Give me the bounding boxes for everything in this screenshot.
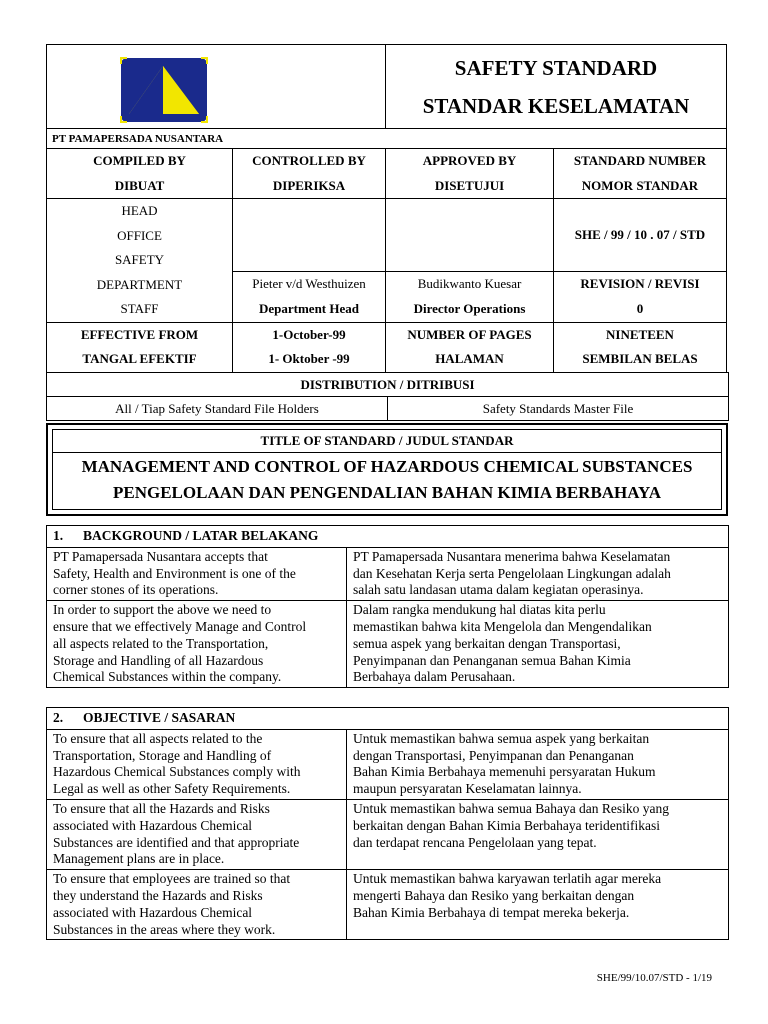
standard-number-label: STANDARD NUMBER NOMOR STANDAR	[554, 149, 727, 199]
standard-title-en: MANAGEMENT AND CONTROL OF HAZARDOUS CHEMICAL SUBSTANCES	[81, 457, 693, 476]
section-row	[47, 799, 729, 869]
compiler-name: HEAD OFFICE SAFETY DEPARTMENT STAFF	[47, 199, 233, 323]
row-text-en: PT Pamapersada Nusantara accepts that Safety, Health and Environment is one of the corner stones of its operations.	[47, 547, 347, 600]
row-text-en: In order to support the above we need to ensure that we effectively Manage and Control all aspects related to the Transportation, Storage and Handling of all Hazardous Chemical Substances within the company.	[47, 601, 347, 688]
approver-details: Budikwanto Kuesar Director Operations	[386, 271, 554, 322]
approved-by-label: APPROVED BY DISETUJUI	[386, 149, 554, 199]
company-logo	[119, 56, 209, 124]
section-row	[47, 870, 729, 940]
approver-signature	[386, 199, 554, 272]
distribution-label: DISTRIBUTION / DITRIBUSI	[47, 373, 729, 397]
row-text-en: To ensure that all the Hazards and Risks associated with Hazardous Chemical Substances are identified and that appropriate Management plans are in place.	[47, 799, 347, 869]
row-text-en: To ensure that all aspects related to the Transportation, Storage and Handling of Hazardous Chemical Substances comply with Legal as well as other Safety Requirements.	[47, 729, 347, 799]
section-row	[47, 601, 729, 688]
logo-cell	[47, 45, 386, 129]
row-text-id: Dalam rangka mendukung hal diatas kita perlu memastikan bahwa kita Mengelola dan Mengendalikan semua aspek yang berkaitan dengan Transportasi, Penyimpanan dan Penanganan semua Bahan Kimia Berbahaya dalam Perusahaan.	[347, 601, 729, 688]
title-id: STANDAR KESELAMATAN	[422, 93, 690, 118]
section-objective	[46, 707, 729, 940]
section-background	[46, 525, 729, 688]
section-row	[47, 729, 729, 799]
title-cell	[386, 45, 727, 129]
page-footer: SHE/99/10.07/STD - 1/19	[596, 972, 712, 984]
compiled-by-label: COMPILED BY DIBUAT	[47, 149, 233, 199]
section-heading: 2. OBJECTIVE / SASARAN	[47, 708, 729, 730]
controller-details: Pieter v/d Westhuizen Department Head	[233, 271, 386, 322]
header-table	[46, 44, 727, 373]
pages-value: NINETEEN SEMBILAN BELAS	[554, 322, 727, 372]
controlled-by-label: CONTROLLED BY DIPERIKSA	[233, 149, 386, 199]
standard-title	[53, 453, 721, 509]
standard-title-id: PENGELOLAAN DAN PENGENDALIAN BAHAN KIMIA BERBAHAYA	[112, 483, 661, 502]
effective-date: 1-October-99 1- Oktober -99	[233, 322, 386, 372]
effective-label: EFFECTIVE FROM TANGAL EFEKTIF	[47, 322, 233, 372]
company-name: PT PAMAPERSADA NUSANTARA	[47, 129, 727, 149]
pages-label: NUMBER OF PAGES HALAMAN	[386, 322, 554, 372]
section-row	[47, 547, 729, 600]
title-of-standard-label: TITLE OF STANDARD / JUDUL STANDAR	[53, 430, 721, 453]
row-text-id: Untuk memastikan bahwa semua Bahaya dan Resiko yang berkaitan dengan Bahan Kimia Berbahaya teridentifikasi dan terdapat rencana Pengelolaan yang tepat.	[347, 799, 729, 869]
controller-signature	[233, 199, 386, 272]
title-of-standard-table	[46, 423, 728, 516]
revision: REVISION / REVISI 0	[554, 271, 727, 322]
standard-number: SHE / 99 / 10 . 07 / STD	[554, 199, 727, 272]
distribution-right: Safety Standards Master File	[388, 397, 729, 421]
section-heading: 1. BACKGROUND / LATAR BELAKANG	[47, 526, 729, 548]
distribution-left: All / Tiap Safety Standard File Holders	[47, 397, 388, 421]
row-text-id: PT Pamapersada Nusantara menerima bahwa Keselamatan dan Kesehatan Kerja serta Pengelolaan Lingkungan adalah salah satu landasan utama dalam kegiatan operasinya.	[347, 547, 729, 600]
title-en: SAFETY STANDARD	[454, 55, 658, 80]
row-text-id: Untuk memastikan bahwa karyawan terlatih agar mereka mengerti Bahaya dan Resiko yang berkaitan dengan Bahan Kimia Berbahaya di tempat mereka bekerja.	[347, 870, 729, 940]
distribution-table	[46, 372, 729, 421]
row-text-id: Untuk memastikan bahwa semua aspek yang berkaitan dengan Transportasi, Penyimpanan dan Penanganan Bahan Kimia Berbahaya memenuhi persyaratan Hukum maupun persyaratan Keselamatan lainnya.	[347, 729, 729, 799]
row-text-en: To ensure that employees are trained so that they understand the Hazards and Risks associated with Hazardous Chemical Substances in the areas where they work.	[47, 870, 347, 940]
